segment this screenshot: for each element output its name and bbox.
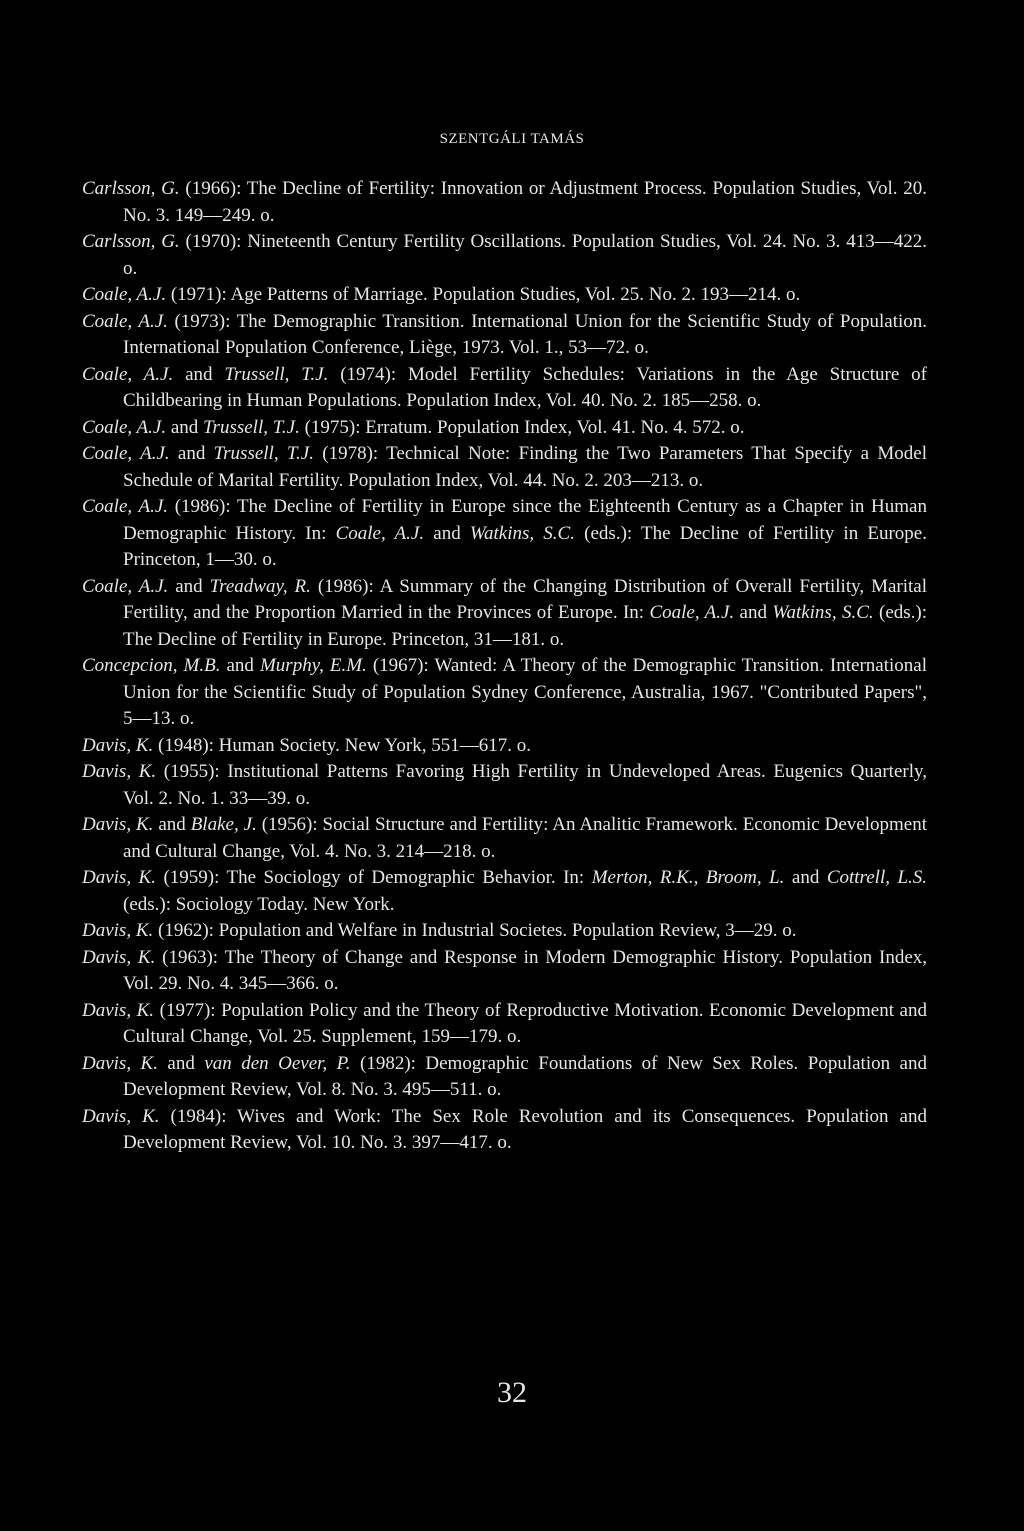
reference-author: van den Oever, P. [204,1052,351,1074]
reference-text: (1967): Wanted: A Theory of the Demographic Transition. International Union for the Scientific Study of Population Sydney Conference, Australia, 1967. "Contributed Papers", 5—13. o. [123,655,927,729]
reference-entry [82,1104,927,1157]
reference-author: Carlsson, G. [82,231,180,252]
reference-author: Treadway, R. [209,575,311,597]
running-header: SZENTGÁLI TAMÁS [439,131,585,147]
reference-author: Davis, K. [82,761,157,782]
reference-text: (1974): Model Fertility Schedules: Variations in the Age Structure of Childbearing in Human Populations. Population Index, Vol. 40. No. 2. 185—258. o. [123,363,928,411]
reference-author: Coale, A.J. [649,602,735,623]
reference-text: (1948): Human Society. New York, 551—617. o. [153,734,531,756]
reference-entry [82,441,927,494]
reference-text: and [424,522,470,544]
reference-author: Davis, K. [82,999,155,1021]
reference-text: (1977): Population Policy and the Theory of Reproductive Motivation. Economic Development and Cultural Change, Vol. 25. Supplement, 159—179. o. [123,999,927,1047]
reference-entry [82,1051,927,1104]
reference-author: Watkins, S.C. [772,602,874,623]
reference-text: and [168,575,210,597]
reference-author: Davis, K. [82,1105,160,1127]
reference-text: and [169,443,214,464]
reference-entry [82,945,927,998]
reference-text: and [166,416,204,438]
reference-author: Concepcion, M.B. [82,655,221,676]
reference-text: (1973): The Demographic Transition. International Union for the Scientific Study of Population. International Population Conference, Liège, 1973. Vol. 1., 53—72. o. [123,310,927,358]
reference-author: Blake, J. [190,814,257,835]
reference-entry [82,415,927,442]
reference-author: Davis, K. [82,814,154,835]
reference-author: Coale, A.J. [82,575,169,597]
reference-text: and [173,363,225,385]
reference-author: Davis, K. [82,1052,158,1074]
reference-text: and [734,602,773,623]
reference-author: Coale, A.J. [82,443,170,464]
reference-author: Cottrell, L.S. [826,867,928,888]
reference-author: Coale, A.J. [82,496,169,517]
reference-text: (1986): The Decline of Fertility in Europe since the Eighteenth Century as a Chapter in Human Demographic History. In: [123,496,927,544]
reference-text: (eds.): Sociology Today. New York. [123,893,395,915]
reference-entry [82,362,927,415]
reference-author: Trussell, T.J. [203,416,300,438]
reference-author: Trussell, T.J. [213,443,314,464]
reference-author: Murphy, E.M. [259,655,367,676]
reference-author: Watkins, S.C. [469,522,575,544]
reference-text: and [784,867,827,888]
reference-entry [82,865,927,918]
reference-text: (1956): Social Structure and Fertility: An Analitic Framework. Economic Development and Cultural Change, Vol. 4. No. 3. 214—218. o. [123,814,928,862]
reference-entry [82,759,927,812]
reference-author: Coale, A.J. [82,310,168,332]
reference-text: (1975): Erratum. Population Index, Vol. 41. No. 4. 572. o. [299,416,745,438]
reference-text: (eds.): The Decline of Fertility in Europe. Princeton, 31—181. o. [123,602,928,650]
reference-text: (1970): Nineteenth Century Fertility Oscillations. Population Studies, Vol. 24. No. 3. 413—422. o. [123,231,927,279]
reference-author: Carlsson, G. [82,178,180,199]
reference-text: (1982): Demographic Foundations of New Sex Roles. Population and Development Review, Vol. 8. No. 3. 495—511. o. [123,1052,927,1100]
reference-text: and [153,814,191,835]
reference-entry [82,812,927,865]
reference-text: (1971): Age Patterns of Marriage. Population Studies, Vol. 25. No. 2. 193—214. o. [166,284,801,305]
reference-author: Davis, K. [82,946,156,968]
reference-entry [82,998,927,1051]
reference-author: Davis, K. [82,920,154,941]
reference-text: (1966): The Decline of Fertility: Innovation or Adjustment Process. Population Studies, Vol. 20. No. 3. 149—249. o. [123,178,928,226]
reference-author: Coale, A.J. [82,284,167,305]
reference-list [82,176,927,1157]
reference-entry [82,309,927,362]
reference-text: (1986): A Summary of the Changing Distribution of Overall Fertility, Marital Fertility, and the Proportion Married in the Provinces of Europe. In: [123,575,927,623]
reference-entry [82,494,927,574]
reference-author: Coale, A.J. [82,363,174,385]
reference-entry [82,282,927,309]
reference-text: (1959): The Sociology of Demographic Behavior. In: [155,867,592,888]
reference-author: Merton, R.K., Broom, L. [591,867,785,888]
reference-author: Coale, A.J. [335,522,425,544]
reference-text: (1963): The Theory of Change and Response in Modern Demographic History. Population Index, Vol. 29. No. 4. 345—366. o. [123,946,928,994]
reference-author: Coale, A.J. [82,416,167,438]
reference-entry [82,229,927,282]
reference-entry [82,918,927,945]
reference-text: (eds.): The Decline of Fertility in Europe. Princeton, 1—30. o. [123,522,927,570]
reference-text: and [157,1052,205,1074]
reference-text: (1984): Wives and Work: The Sex Role Revolution and its Consequences. Population and Development Review, Vol. 10. No. 3. 397—417. o. [123,1105,927,1153]
page-number: 32 [497,1376,527,1409]
reference-text: and [220,655,260,676]
reference-text: (1962): Population and Welfare in Industrial Societes. Population Review, 3—29. o. [153,920,797,941]
reference-entry [82,176,927,229]
reference-text: (1955): Institutional Patterns Favoring High Fertility in Undeveloped Areas. Eugenics Quarterly, Vol. 2. No. 1. 33—39. o. [123,761,927,809]
reference-author: Trussell, T.J. [224,363,329,385]
reference-author: Davis, K. [82,867,156,888]
reference-text: (1978): Technical Note: Finding the Two Parameters That Specify a Model Schedule of Marital Fertility. Population Index, Vol. 44. No. 2. 203—213. o. [123,443,927,491]
reference-entry [82,653,927,733]
reference-entry [82,733,927,760]
reference-author: Davis, K. [82,734,154,756]
reference-entry [82,574,927,654]
